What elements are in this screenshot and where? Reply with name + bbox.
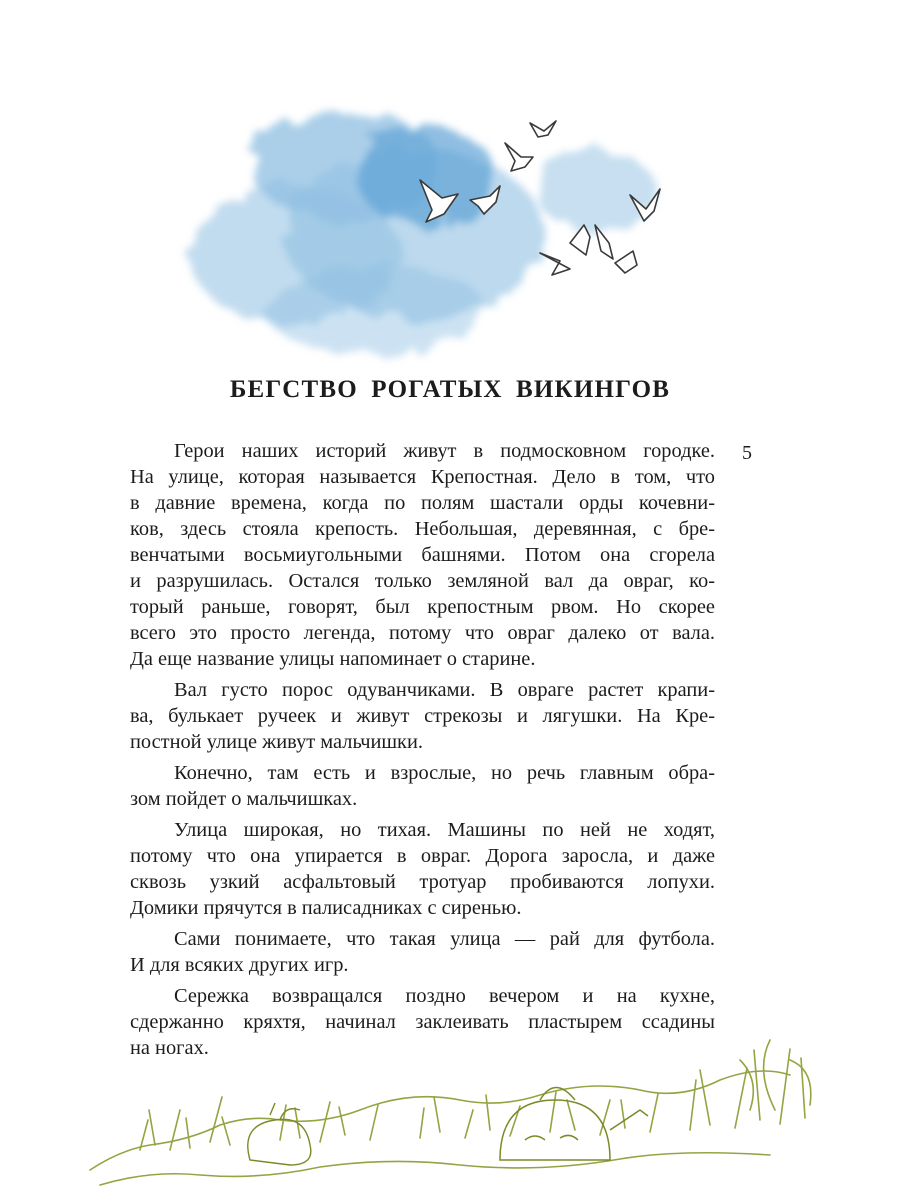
page-number: 5 xyxy=(742,442,752,464)
text-line: торый раньше, говорят, был крепостным рвом. Но скорее xyxy=(130,596,715,618)
bird-icon xyxy=(570,225,590,255)
text-line: Сами понимаете, что такая улица — рай для футбола. xyxy=(174,928,715,950)
paragraph xyxy=(130,438,715,672)
text-line: венчатыми восьмиугольными башнями. Потом она сгорела xyxy=(130,544,715,566)
body-text xyxy=(130,438,715,1066)
text-line: Конечно, там есть и взрослые, но речь главным обра- xyxy=(174,762,715,784)
text-line: сдержанно кряхтя, начинал заклеивать пластырем ссадины xyxy=(130,1011,715,1033)
text-line: На улице, которая называется Крепостная. Дело в том, что xyxy=(130,466,715,488)
bush-sketch xyxy=(248,1103,311,1165)
text-line: И для всяких других игр. xyxy=(130,954,349,976)
chapter-title: БЕГСТВО РОГАТЫХ ВИКИНГОВ xyxy=(229,376,671,403)
text-line: всего это просто легенда, потому что овраг далеко от вала. xyxy=(130,622,715,644)
text-line: ва, булькает ручеек и живут стрекозы и лягушки. На Кре- xyxy=(130,705,715,727)
text-line: на ногах. xyxy=(130,1037,209,1059)
paragraph xyxy=(130,817,715,921)
paragraph xyxy=(130,760,715,812)
text-line: Герои наших историй живут в подмосковном городке. xyxy=(174,440,715,462)
text-line: потому что она упирается в овраг. Дорога заросла, и даже xyxy=(130,845,715,867)
text-line: Да еще название улицы напоминает о старине. xyxy=(130,648,536,670)
text-line: Улица широкая, но тихая. Машины по ней не ходят, xyxy=(174,819,715,841)
grass-illustration xyxy=(80,1020,840,1200)
text-line: постной улице живут мальчишки. xyxy=(130,731,423,753)
bird-icon xyxy=(595,225,613,259)
bird-icon xyxy=(540,253,570,275)
grass-strokes xyxy=(90,1040,811,1185)
paragraph xyxy=(130,677,715,755)
bird-icon xyxy=(505,143,533,171)
text-line: и разрушилась. Остался только земляной вал да овраг, ко- xyxy=(130,570,715,592)
text-line: зом пойдет о мальчишках. xyxy=(130,788,358,810)
sky-with-birds-illustration xyxy=(175,95,695,370)
bird-icon xyxy=(530,121,556,137)
text-line: ков, здесь стояла крепость. Небольшая, деревянная, с бре- xyxy=(130,518,715,540)
bird-icon xyxy=(615,251,637,273)
paragraph xyxy=(130,926,715,978)
text-line: в давние времена, когда по полям шастали орды кочевни- xyxy=(130,492,715,514)
text-line: Домики прячутся в палисадниках с сиренью. xyxy=(130,897,522,919)
text-line: Сережка возвращался поздно вечером и на кухне, xyxy=(174,985,715,1007)
text-line: Вал густо порос одуванчиками. В овраге растет крапи- xyxy=(174,679,715,701)
text-line: сквозь узкий асфальтовый тротуар пробиваются лопухи. xyxy=(130,871,715,893)
